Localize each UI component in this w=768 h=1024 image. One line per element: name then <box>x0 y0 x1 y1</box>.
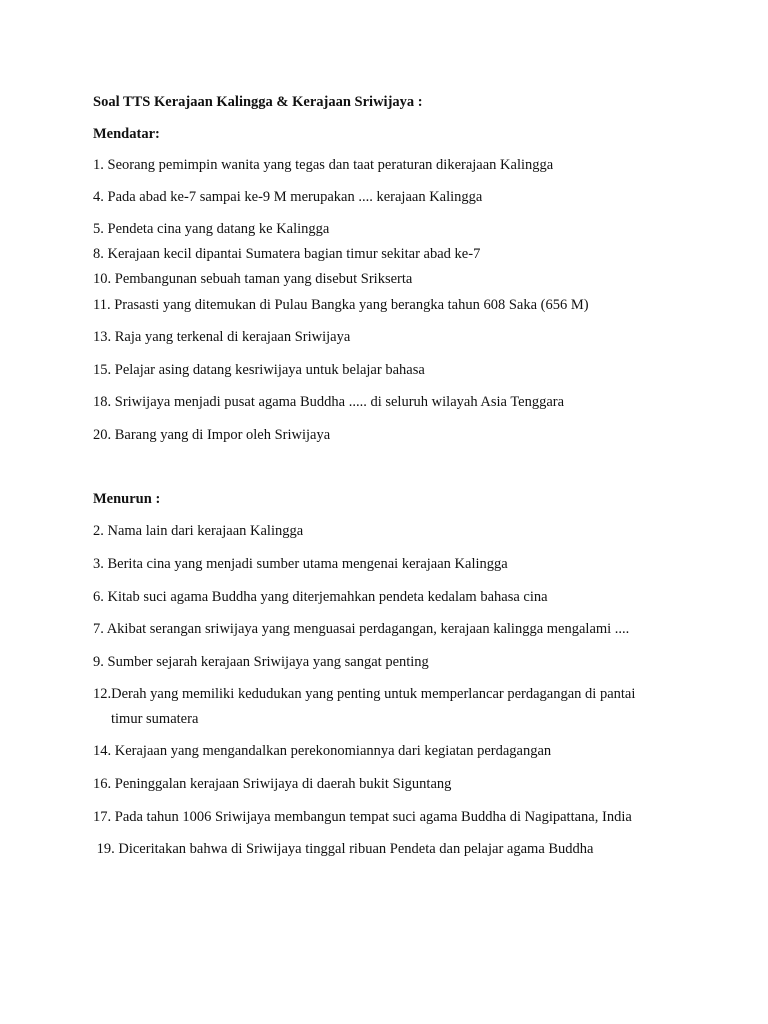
menurun-clue-9: 9. Sumber sejarah kerajaan Sriwijaya yang sangat penting <box>93 654 429 670</box>
menurun-clue-19: 19. Diceritakan bahwa di Sriwijaya tinggal ribuan Pendeta dan pelajar agama Buddha <box>93 841 594 857</box>
menurun-clue-16: 16. Peninggalan kerajaan Sriwijaya di daerah bukit Siguntang <box>93 776 452 792</box>
menurun-heading: Menurun : <box>93 491 161 507</box>
menurun-clue-6: 6. Kitab suci agama Buddha yang diterjemahkan pendeta kedalam bahasa cina <box>93 589 548 605</box>
mendatar-heading: Mendatar: <box>93 126 160 142</box>
menurun-clue-2: 2. Nama lain dari kerajaan Kalingga <box>93 523 304 539</box>
menurun-clue-12-continuation: timur sumatera <box>111 711 199 727</box>
mendatar-clue-11: 11. Prasasti yang ditemukan di Pulau Bangka yang berangka tahun 608 Saka (656 M) <box>93 297 589 313</box>
menurun-clue-12: 12.Derah yang memiliki kedudukan yang penting untuk memperlancar perdagangan di pantai <box>93 686 636 702</box>
mendatar-clue-8: 8. Kerajaan kecil dipantai Sumatera bagian timur sekitar abad ke-7 <box>93 246 481 262</box>
document-title: Soal TTS Kerajaan Kalingga & Kerajaan Sriwijaya : <box>93 94 423 110</box>
mendatar-clue-5: 5. Pendeta cina yang datang ke Kalingga <box>93 221 330 237</box>
mendatar-clue-13: 13. Raja yang terkenal di kerajaan Sriwijaya <box>93 329 351 345</box>
mendatar-clue-18: 18. Sriwijaya menjadi pusat agama Buddha ..... di seluruh wilayah Asia Tenggara <box>93 394 565 410</box>
mendatar-clue-1: 1. Seorang pemimpin wanita yang tegas dan taat peraturan dikerajaan Kalingga <box>93 157 554 173</box>
mendatar-clue-15: 15. Pelajar asing datang kesriwijaya untuk belajar bahasa <box>93 362 425 378</box>
menurun-clue-7: 7. Akibat serangan sriwijaya yang menguasai perdagangan, kerajaan kalingga mengalami .... <box>93 621 630 637</box>
menurun-clue-17: 17. Pada tahun 1006 Sriwijaya membangun tempat suci agama Buddha di Nagipattana, India <box>93 809 632 825</box>
mendatar-clue-20: 20. Barang yang di Impor oleh Sriwijaya <box>93 427 331 443</box>
mendatar-clue-10: 10. Pembangunan sebuah taman yang disebut Srikserta <box>93 271 413 287</box>
mendatar-clue-4: 4. Pada abad ke-7 sampai ke-9 M merupakan .... kerajaan Kalingga <box>93 189 483 205</box>
menurun-clue-14: 14. Kerajaan yang mengandalkan perekonomiannya dari kegiatan perdagangan <box>93 743 552 759</box>
menurun-clue-3: 3. Berita cina yang menjadi sumber utama mengenai kerajaan Kalingga <box>93 556 508 572</box>
